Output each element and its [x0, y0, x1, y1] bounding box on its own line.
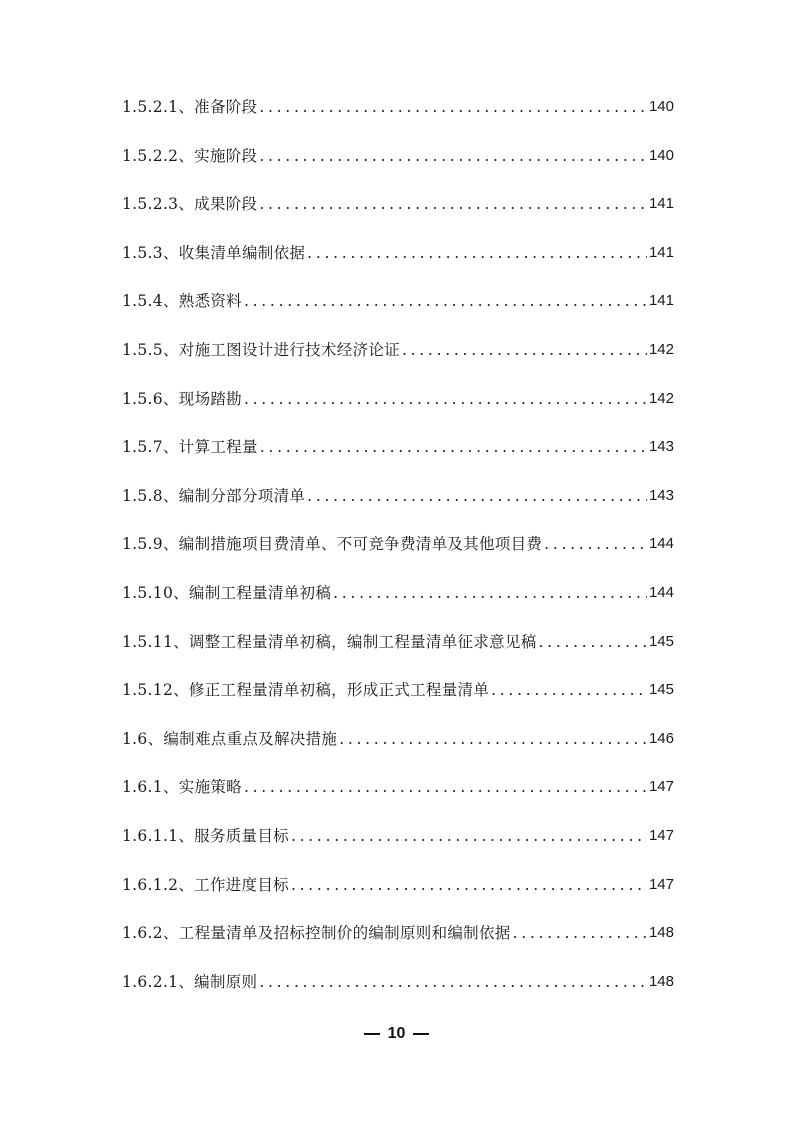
- toc-entry-separator: 、: [178, 875, 195, 894]
- toc-entry-title: 编制分部分项清单: [178, 486, 306, 505]
- toc-entry-separator: 、: [173, 583, 189, 602]
- toc-entry-title: 编制难点重点及解决措施: [163, 729, 338, 748]
- toc-entry-title: 修正工程量清单初稿，形成正式工程量清单: [188, 681, 490, 700]
- toc-entry-page: 147: [648, 826, 674, 844]
- toc-entry-number: 1.5.5: [122, 340, 163, 359]
- toc-entry-page: 144: [648, 535, 674, 553]
- toc-entry-separator: 、: [178, 972, 195, 991]
- toc-dot-leader: [400, 336, 647, 364]
- toc-entry-number: 1.6.1.1: [122, 826, 179, 845]
- toc-entry-title: 工程量清单及招标控制价的编制原则和编制依据: [178, 924, 511, 943]
- toc-entry[interactable]: [122, 93, 674, 142]
- toc-entry-label: [122, 725, 337, 753]
- toc-entry-page: 141: [648, 195, 674, 213]
- toc-entry-title: 编制措施项目费清单、不可竞争费清单及其他项目费: [178, 535, 543, 554]
- toc-entry-label: [122, 239, 305, 267]
- toc-entry-title: 编制工程量清单初稿: [188, 583, 332, 602]
- toc-entry-separator: 、: [178, 146, 195, 165]
- toc-dot-leader: [289, 871, 647, 899]
- toc-entry-label: [122, 871, 289, 899]
- toc-dot-leader: [257, 142, 647, 170]
- toc-entry[interactable]: [122, 871, 674, 920]
- toc-entry-title: 实施策略: [178, 778, 242, 797]
- toc-entry-separator: 、: [162, 292, 179, 311]
- toc-entry[interactable]: [122, 385, 674, 434]
- toc-entry-page: 141: [648, 292, 674, 310]
- toc-entry-page: 148: [648, 972, 674, 990]
- toc-entry-separator: 、: [162, 924, 179, 943]
- toc-dot-leader: [489, 676, 647, 704]
- toc-dot-leader: [257, 968, 647, 996]
- toc-dot-leader: [542, 530, 647, 558]
- toc-entry-label: [122, 919, 511, 947]
- toc-entry-page: 140: [648, 146, 674, 164]
- toc-entry-separator: 、: [162, 389, 179, 408]
- toc-entry-page: 143: [648, 438, 674, 456]
- toc-entry-number: 1.5.11: [122, 632, 174, 651]
- toc-entry-title: 工作进度目标: [194, 875, 289, 894]
- toc-dot-leader: [511, 919, 647, 947]
- toc-entry-number: 1.6.1.2: [122, 875, 179, 894]
- footer-dash-left: [364, 1033, 380, 1035]
- toc-entry-number: 1.5.2.1: [122, 98, 179, 116]
- toc-entry[interactable]: [122, 190, 674, 239]
- table-of-contents: [122, 93, 674, 1016]
- toc-entry-page: 147: [648, 875, 674, 893]
- toc-entry-page: 143: [648, 486, 674, 504]
- toc-entry-title: 熟悉资料: [178, 292, 242, 311]
- toc-entry-page: 140: [648, 98, 674, 115]
- toc-dot-leader: [257, 190, 647, 218]
- toc-entry-label: [122, 433, 258, 461]
- toc-entry-label: [122, 968, 257, 996]
- toc-entry-title: 调整工程量清单初稿，编制工程量清单征求意见稿: [188, 632, 537, 651]
- toc-entry-title: 收集清单编制依据: [178, 243, 306, 262]
- toc-entry-label: [122, 676, 489, 704]
- toc-entry[interactable]: [122, 579, 674, 628]
- toc-entry[interactable]: [122, 725, 674, 774]
- toc-entry-page: 142: [648, 340, 674, 358]
- toc-entry[interactable]: [122, 773, 674, 822]
- toc-entry-separator: 、: [162, 535, 179, 554]
- toc-entry-number: 1.5.8: [122, 486, 163, 505]
- toc-entry[interactable]: [122, 433, 674, 482]
- toc-entry[interactable]: [122, 336, 674, 385]
- toc-entry-label: [122, 530, 542, 558]
- toc-entry-title: 计算工程量: [178, 438, 258, 457]
- toc-entry-title: 服务质量目标: [194, 826, 289, 845]
- toc-entry-title: 成果阶段: [194, 195, 258, 214]
- toc-entry[interactable]: [122, 676, 674, 725]
- toc-entry-page: 148: [648, 924, 674, 942]
- toc-entry-page: 141: [648, 243, 674, 261]
- toc-entry-separator: 、: [178, 195, 195, 214]
- toc-entry-number: 1.5.3: [122, 243, 163, 262]
- toc-entry-number: 1.5.4: [122, 292, 163, 311]
- toc-entry-title: 对施工图设计进行技术经济论证: [178, 340, 400, 359]
- footer-dash-right: [413, 1033, 429, 1035]
- toc-entry-number: 1.5.10: [122, 583, 174, 602]
- toc-entry[interactable]: [122, 919, 674, 968]
- toc-entry-number: 1.5.12: [122, 681, 174, 700]
- toc-entry-separator: 、: [173, 681, 189, 700]
- toc-entry-title: 实施阶段: [194, 146, 258, 165]
- toc-entry-separator: 、: [173, 632, 189, 651]
- toc-dot-leader: [258, 433, 647, 461]
- toc-entry-page: 145: [648, 681, 674, 699]
- toc-entry[interactable]: [122, 142, 674, 191]
- toc-entry-page: 145: [648, 632, 674, 650]
- toc-entry-page: 142: [648, 389, 674, 407]
- toc-entry-label: [122, 822, 289, 850]
- toc-entry-page: 147: [648, 778, 674, 796]
- toc-entry-separator: 、: [178, 826, 195, 845]
- toc-dot-leader: [537, 628, 647, 656]
- toc-entry-number: 1.6: [122, 729, 148, 748]
- toc-entry-label: [122, 190, 257, 218]
- toc-dot-leader: [305, 482, 647, 510]
- toc-entry-number: 1.5.2.3: [122, 195, 179, 214]
- toc-dot-leader: [337, 725, 647, 753]
- toc-dot-leader: [305, 239, 647, 267]
- toc-entry-number: 1.6.1: [122, 778, 163, 797]
- toc-dot-leader: [242, 287, 647, 315]
- toc-entry-number: 1.5.2.2: [122, 146, 179, 165]
- toc-dot-leader: [331, 579, 647, 607]
- toc-entry-label: [122, 773, 242, 801]
- toc-entry-title: 编制原则: [194, 972, 258, 991]
- toc-entry-label: [122, 142, 257, 170]
- toc-entry-number: 1.5.9: [122, 535, 163, 554]
- toc-entry-separator: 、: [162, 778, 179, 797]
- toc-entry-number: 1.6.2.1: [122, 972, 179, 991]
- toc-entry-title: 准备阶段: [194, 98, 258, 116]
- toc-entry[interactable]: [122, 530, 674, 579]
- page-footer: [0, 1025, 793, 1043]
- toc-entry-title: 现场踏勘: [178, 389, 242, 408]
- toc-entry[interactable]: [122, 628, 674, 677]
- toc-entry[interactable]: [122, 482, 674, 531]
- toc-entry-label: [122, 628, 537, 656]
- toc-dot-leader: [289, 822, 647, 850]
- toc-entry-label: [122, 93, 257, 121]
- toc-dot-leader: [242, 773, 647, 801]
- toc-entry-label: [122, 385, 242, 413]
- toc-entry[interactable]: [122, 968, 674, 1017]
- toc-entry-separator: 、: [147, 729, 164, 748]
- toc-entry-separator: 、: [162, 340, 179, 359]
- toc-entry-label: [122, 579, 331, 607]
- toc-entry-label: [122, 336, 400, 364]
- toc-entry-number: 1.5.6: [122, 389, 163, 408]
- toc-entry-separator: 、: [178, 98, 195, 116]
- page-number: 10: [387, 1025, 406, 1042]
- toc-entry-page: 146: [648, 729, 674, 747]
- toc-entry-page: 144: [648, 583, 674, 601]
- toc-dot-leader: [257, 93, 647, 121]
- toc-entry-separator: 、: [162, 486, 179, 505]
- toc-entry-separator: 、: [162, 438, 179, 457]
- toc-entry-number: 1.5.7: [122, 438, 163, 457]
- toc-entry-number: 1.6.2: [122, 924, 163, 943]
- toc-dot-leader: [242, 385, 647, 413]
- toc-entry[interactable]: [122, 822, 674, 871]
- toc-entry-separator: 、: [162, 243, 179, 262]
- toc-entry[interactable]: [122, 239, 674, 288]
- toc-entry[interactable]: [122, 287, 674, 336]
- toc-entry-label: [122, 287, 242, 315]
- toc-entry-label: [122, 482, 305, 510]
